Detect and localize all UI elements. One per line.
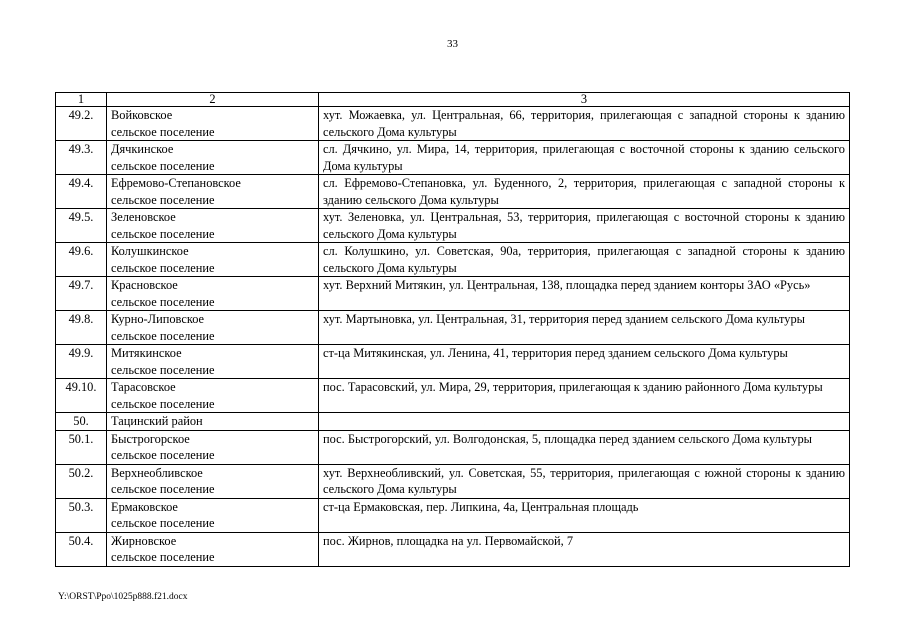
municipality-cell: [107, 430, 319, 464]
municipality-type: сельское поселение: [111, 516, 215, 530]
table-row: [56, 413, 850, 431]
location-address: пос. Жирнов, площадка на ул. Первомайской, 7: [319, 532, 850, 566]
row-number: 50.1.: [56, 430, 107, 464]
row-number: 49.2.: [56, 107, 107, 141]
municipality-type: сельское поселение: [111, 124, 215, 139]
row-number: 50.: [56, 413, 107, 431]
file-path-footer: Y:\ORST\Ppo\1025p888.f21.docx: [58, 592, 188, 602]
table-row: [56, 141, 850, 175]
row-number: 50.3.: [56, 498, 107, 532]
municipality-type: сельское поселение: [111, 362, 215, 377]
table-row: [56, 430, 850, 464]
row-number: 49.6.: [56, 243, 107, 277]
row-number: 49.8.: [56, 311, 107, 345]
header-row: [56, 93, 850, 107]
municipality-name: Митякинское: [111, 346, 182, 360]
municipality-type: сельское поселение: [111, 294, 215, 309]
location-address: сл. Ефремово-Степановка, ул. Буденного, 2, территория, прилегающая с западной стороны к зданию сельского Дома культуры: [319, 175, 850, 209]
municipality-name: Ефремово-Степановское: [111, 176, 241, 190]
location-address: хут. Зеленовка, ул. Центральная, 53, территория, прилегающая с восточной стороны к зданию сельского Дома культуры: [319, 209, 850, 243]
column-header: 3: [319, 93, 850, 107]
location-address: сл. Колушкино, ул. Советская, 90а, территория, прилегающая с западной стороны к зданию сельского Дома культуры: [319, 243, 850, 277]
municipality-cell: [107, 345, 319, 379]
location-address: хут. Верхний Митякин, ул. Центральная, 138, площадка перед зданием конторы ЗАО «Русь»: [319, 277, 850, 311]
municipality-cell: [107, 311, 319, 345]
row-number: 49.5.: [56, 209, 107, 243]
municipality-name: Ермаковское: [111, 499, 178, 514]
municipality-cell: [107, 175, 319, 209]
table-row: [56, 277, 850, 311]
municipality-cell: [107, 243, 319, 277]
table-body: [56, 107, 850, 567]
municipality-type: сельское поселение: [111, 260, 215, 275]
table-row: [56, 107, 850, 141]
municipality-name: Красновское: [111, 278, 178, 292]
location-address: хут. Верхнеобливский, ул. Советская, 55, территория, прилегающая с южной стороны к зданию сельского Дома культуры: [319, 464, 850, 498]
municipality-type: сельское поселение: [111, 192, 215, 207]
location-address: хут. Можаевка, ул. Центральная, 66, территория, прилегающая с западной стороны к зданию сельского Дома культуры: [319, 107, 850, 141]
location-address: ст-ца Митякинская, ул. Ленина, 41, территория перед зданием сельского Дома культуры: [319, 345, 850, 379]
row-number: 49.7.: [56, 277, 107, 311]
locations-table: [55, 92, 850, 567]
column-header: 1: [56, 93, 107, 107]
municipality-cell: [107, 141, 319, 175]
municipality-cell: [107, 277, 319, 311]
table-row: [56, 498, 850, 532]
page-number: 33: [447, 38, 458, 50]
municipality-cell: [107, 107, 319, 141]
municipality-type: сельское поселение: [111, 328, 215, 343]
municipality-cell: [107, 379, 319, 413]
table-row: [56, 464, 850, 498]
table-row: [56, 532, 850, 566]
municipality-cell: [107, 498, 319, 532]
row-number: 50.2.: [56, 464, 107, 498]
municipality-name: Курно-Липовское: [111, 312, 205, 326]
municipality-type: сельское поселение: [111, 158, 215, 173]
location-address: пос. Быстрогорский, ул. Волгодонская, 5, площадка перед зданием сельского Дома культуры: [319, 430, 850, 464]
municipality-name: Зеленовское: [111, 210, 176, 224]
municipality-type: сельское поселение: [111, 226, 215, 241]
municipality-type: сельское поселение: [111, 448, 215, 462]
municipality-name: Тацинский район: [111, 414, 203, 428]
table-row: [56, 379, 850, 413]
municipality-name: Быстрогорское: [111, 431, 190, 446]
municipality-name: Верхнеобливское: [111, 465, 203, 480]
location-address: сл. Дячкино, ул. Мира, 14, территория, прилегающая с восточной стороны к зданию сельского Дома культуры: [319, 141, 850, 175]
table-row: [56, 311, 850, 345]
municipality-cell: [107, 413, 319, 431]
row-number: 49.3.: [56, 141, 107, 175]
location-address: ст-ца Ермаковская, пер. Липкина, 4а, Центральная площадь: [319, 498, 850, 532]
municipality-name: Жирновское: [111, 533, 177, 548]
table-row: [56, 175, 850, 209]
municipality-cell: [107, 209, 319, 243]
row-number: 49.9.: [56, 345, 107, 379]
table-row: [56, 345, 850, 379]
column-header: 2: [107, 93, 319, 107]
municipality-name: Тарасовское: [111, 380, 176, 394]
municipality-type: сельское поселение: [111, 482, 215, 496]
location-address: пос. Тарасовский, ул. Мира, 29, территория, прилегающая к зданию районного Дома культуры: [319, 379, 850, 413]
municipality-cell: [107, 532, 319, 566]
table-row: [56, 243, 850, 277]
municipality-cell: [107, 464, 319, 498]
municipality-name: Войковское: [111, 108, 173, 122]
row-number: 50.4.: [56, 532, 107, 566]
municipality-name: Колушкинское: [111, 244, 189, 258]
table-row: [56, 209, 850, 243]
municipality-name: Дячкинское: [111, 142, 174, 156]
municipality-type: сельское поселение: [111, 396, 215, 411]
location-address: [319, 413, 850, 431]
row-number: 49.4.: [56, 175, 107, 209]
location-address: хут. Мартыновка, ул. Центральная, 31, территория перед зданием сельского Дома культуры: [319, 311, 850, 345]
row-number: 49.10.: [56, 379, 107, 413]
municipality-type: сельское поселение: [111, 550, 215, 564]
